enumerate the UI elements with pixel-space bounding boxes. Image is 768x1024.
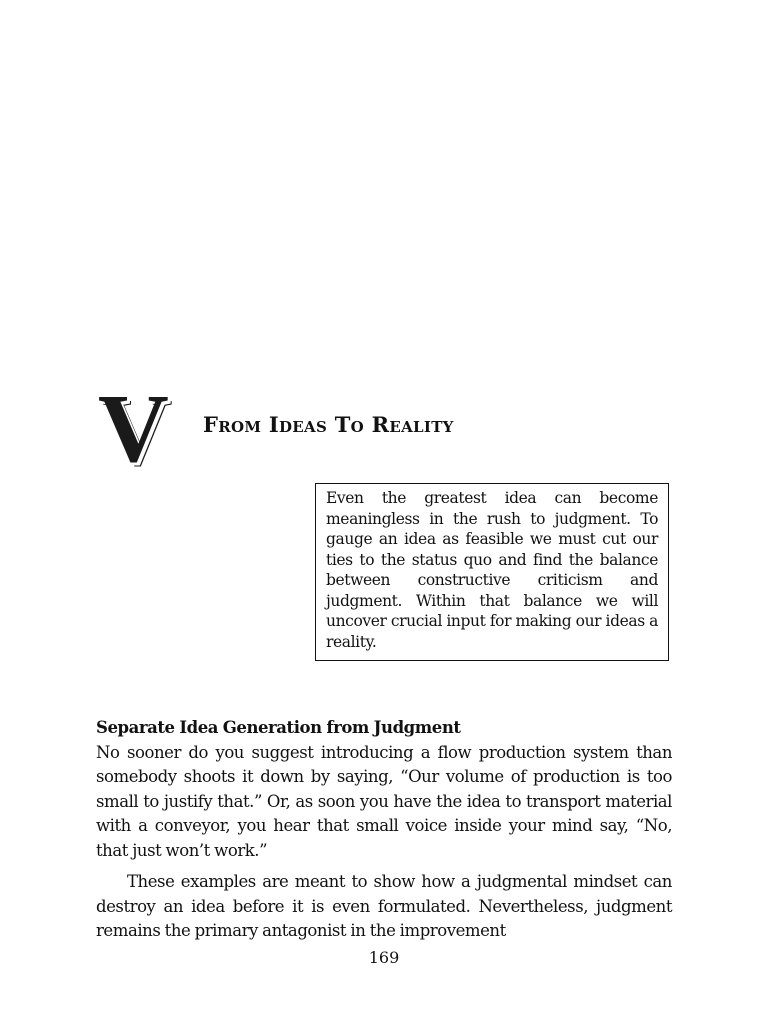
body-text: [96, 716, 672, 944]
paragraph-2: These examples are meant to show how a judgmental mindset can destroy an idea before it is even formulated. Nevertheless, judgment remains the primary antagonist in the improvement: [96, 872, 672, 940]
page-number: 169: [368, 948, 400, 967]
section-heading: Separate Idea Generation from Judgment: [96, 718, 461, 737]
chapter-title: From Ideas To Reality: [203, 412, 454, 437]
paragraph-1: No sooner do you suggest introducing a flow production system than somebody shoots it down by saying, “Our volume of production is too small to justify that.” Or, as soon you have the idea to transport material with a conveyor, you hear that small voice inside your mind say, “No, that just won’t work.”: [96, 742, 672, 860]
chapter-numeral: V: [98, 375, 169, 483]
epigraph-text: Even the greatest idea can become meaningless in the rush to judgment. To gauge an idea as feasible we must cut our ties to the status quo and find the balance between constructive criticism and judgment. Within that balance we will uncover crucial input for making our ideas a reality.: [326, 489, 658, 651]
epigraph-box: [315, 483, 669, 661]
